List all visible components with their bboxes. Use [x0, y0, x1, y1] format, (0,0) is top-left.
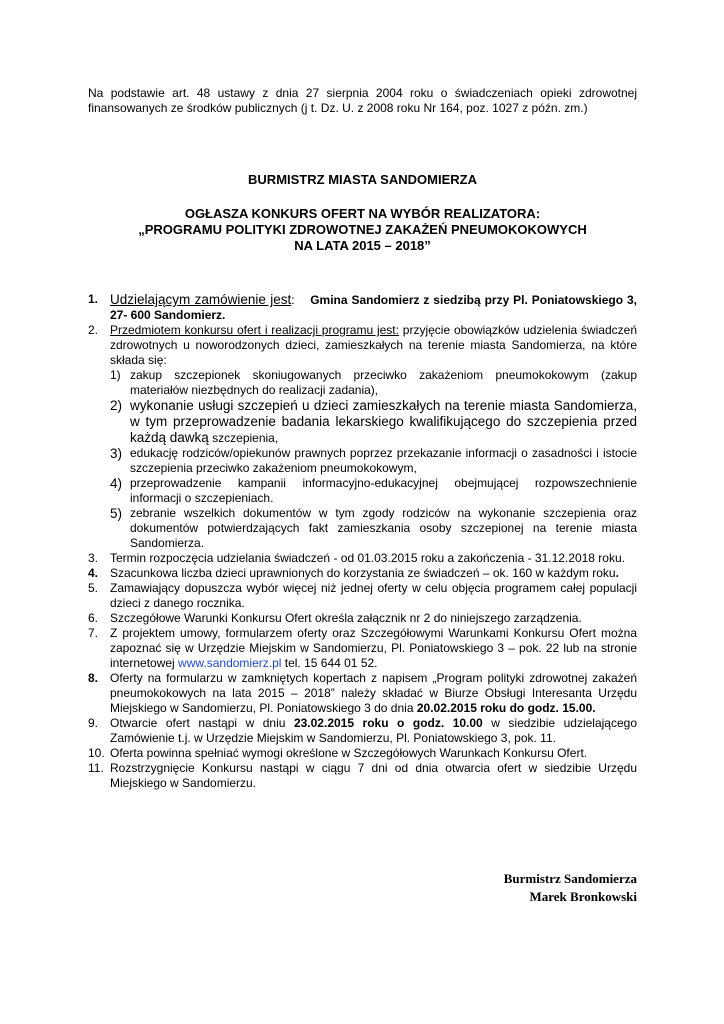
sub-item-3: 3) edukację rodziców/opiekunów prawnych poprzez przekazanie informacji o zasadności i istocie szczepienia przeciwko zakażeniom pneumokokowym, — [110, 446, 637, 475]
issuer-heading: BURMISTRZ MIASTA SANDOMIERZA — [248, 172, 477, 187]
sub-item-2: 2) wykonanie usługi szczepień u dzieci zamieszkałych na terenie miasta Sandomierza, w tym przeprowadzenie badania lekarskiego kwalifikującego do szczepienia przed każdą dawką szczepienia, — [110, 398, 637, 445]
list-item-2 — [88, 323, 637, 368]
sub-item-5: 5) zebranie wszelkich dokumentów w tym zgody rodziców na wykonanie szczepienia oraz dokumentów potwierdzających fakt zamieszkania osoby szczepionej na terenie miasta Sandomierza. — [110, 506, 637, 550]
legal-basis: Na podstawie art. 48 ustawy z dnia 27 sierpnia 2004 roku o świadczeniach opieki zdrowotnej finansowanych ze środków publicznych (j t. Dz. U. z 2008 roku Nr 164, poz. 1027 z późn. zm.) — [88, 86, 637, 115]
item-number: 2. — [88, 323, 99, 337]
signature-name: Marek Bronkowski — [529, 889, 637, 904]
website-link[interactable]: www.sandomierz.pl — [178, 656, 282, 670]
list-item-1: 1. Udzielającym zamówienie jest: Gmina Sandomierz z siedzibą przy Pl. Poniatowskiego 3, 27- 600 Sandomierz. — [88, 292, 637, 322]
list-item-10: 10. Oferta powinna spełniać wymogi określone w Szczegółowych Warunkach Konkursu Ofert. — [88, 746, 588, 760]
document-page — [88, 86, 638, 904]
signature-title: Burmistrz Sandomierza — [503, 871, 637, 886]
numbered-list — [88, 292, 637, 791]
list-item-9: 9. Otwarcie ofert nastąpi w dniu 23.02.2015 roku o godz. 10.00 w siedzibie udzielającego Zamówienie t.j. w Urzędzie Miejskim w Sandomierzu, Pl. Poniatowskiego 3, pok. 11. — [88, 716, 638, 745]
sub-item-4: 4) przeprowadzenie kampanii informacyjno-edukacyjnej obejmującej rozpowszechnienie informacji o szczepieniach. — [110, 476, 637, 505]
item-label: Udzielającym zamówienie jest — [110, 292, 292, 307]
title-line-1: OGŁASZA KONKURS OFERT NA WYBÓR REALIZATORA: — [184, 206, 541, 221]
title-line-2: „PROGRAMU POLITYKI ZDROWOTNEJ ZAKAŻEŃ PNEUMOKOKOWYCH — [138, 222, 587, 237]
item-text: przyjęcie obowiązków udzielenia świadczeń zdrowotnych u noworodzonych dzieci, zamieszkałych na terenie miasta Sandomierza, na które składa się: — [110, 323, 637, 367]
list-item-8: 8. Oferty na formularzu w zamkniętych kopertach z napisem „Program polityki zdrowotnej zakażeń pneumokokowych na lata 2015 – 2018” należy składać w Biurze Obsługi Interesanta Urzędu Miejskiego w Sandomierzu, Pl. Poniatowskiego 3 do dnia 20.02.2015 roku do godz. 15.00. — [88, 671, 637, 715]
item-text: Gmina Sandomierz z siedzibą przy Pl. Poniatowskiego 3, 27- 600 Sandomierz. — [110, 293, 637, 322]
list-item-5: 5. Zamawiający dopuszcza wybór więcej niż jednej oferty w celu objęcia programem całej populacji dzieci z danego rocznika. — [88, 581, 637, 610]
title-line-3: NA LATA 2015 – 2018” — [294, 238, 431, 253]
list-item-7: 7. Z projektem umowy, formularzem oferty oraz Szczegółowymi Warunkami Konkursu Ofert można zapoznać się w Urzędzie Miejskim w Sandomierzu, Pl. Poniatowskiego 3 – pok. 22 lub na stronie internetowej www.sandomierz.pl tel. 15 644 01 52. — [88, 626, 637, 670]
list-item-6: 6. Szczegółowe Warunki Konkursu Ofert określa załącznik nr 2 do niniejszego zarządzenia. — [88, 611, 582, 625]
list-item-3: 3. Termin rozpoczęcia udzielania świadczeń - od 01.03.2015 roku a zakończenia - 31.12.2018 roku. — [88, 551, 625, 565]
item-label: Przedmiotem konkursu ofert i realizacji programu jest: — [110, 323, 399, 337]
list-item-11: 11. Rozstrzygnięcie Konkursu nastąpi w ciągu 7 dni od dnia otwarcia ofert w siedzibie Urzędu Miejskiego w Sandomierzu. — [88, 761, 637, 790]
sub-item-1: 1) zakup szczepionek skoniugowanych przeciwko zakażeniom pneumokokowym (zakup materiałów niezbędnych do realizacji zadania), — [110, 368, 637, 397]
list-item-4: 4. Szacunkowa liczba dzieci uprawnionych do korzystania ze świadczeń – ok. 160 w każdym roku. — [88, 566, 619, 580]
announcement-title — [88, 206, 637, 254]
item-number: 1. — [88, 292, 99, 306]
signature-block — [504, 870, 637, 906]
